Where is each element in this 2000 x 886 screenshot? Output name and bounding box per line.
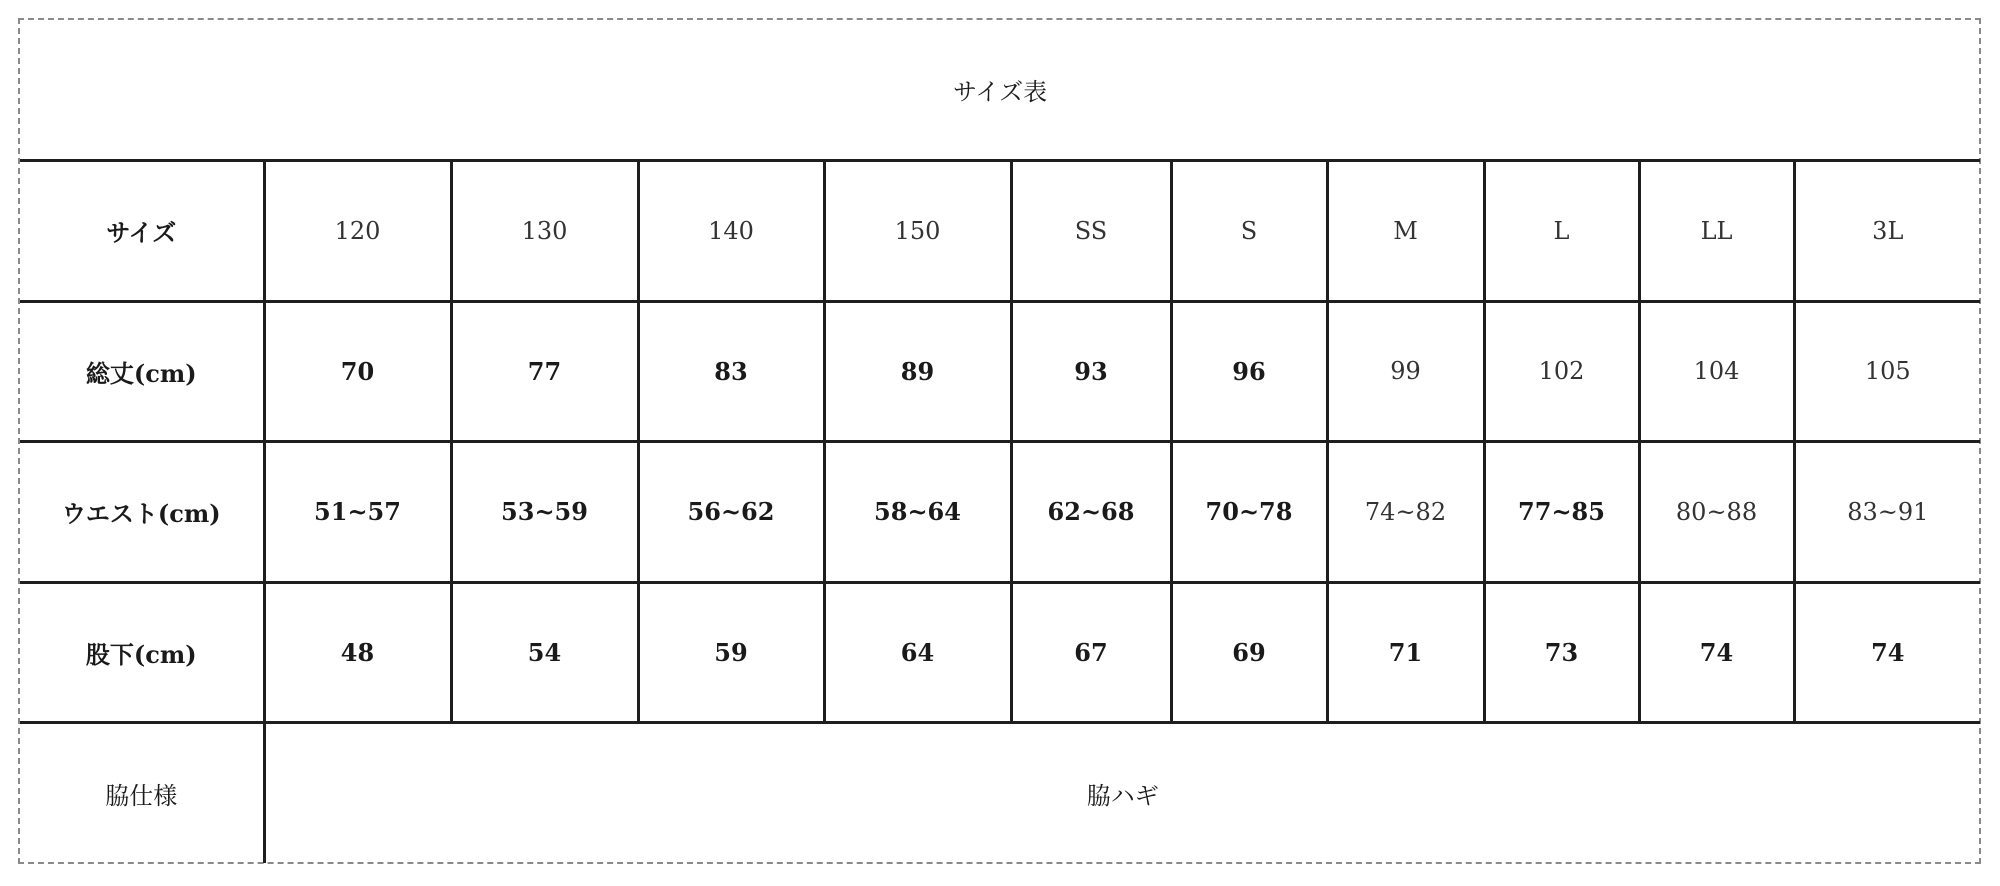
- size-header-cell: LL: [1639, 161, 1794, 302]
- total-length-cell: 77: [451, 301, 638, 442]
- inseam-label: 股下(cm): [20, 582, 264, 723]
- total-length-cell: 99: [1327, 301, 1484, 442]
- size-header-cell: S: [1171, 161, 1327, 302]
- waist-cell: 83~91: [1794, 442, 1980, 583]
- total-length-cell: 104: [1639, 301, 1794, 442]
- inseam-cell: 74: [1639, 582, 1794, 723]
- total-length-cell: 102: [1484, 301, 1639, 442]
- title-row: [20, 20, 1980, 161]
- waist-cell: 62~68: [1011, 442, 1171, 583]
- inseam-cell: 64: [824, 582, 1011, 723]
- inseam-cell: 74: [1794, 582, 1980, 723]
- total-length-row: [20, 301, 1980, 442]
- inseam-cell: 59: [638, 582, 824, 723]
- total-length-cell: 83: [638, 301, 824, 442]
- total-length-cell: 70: [264, 301, 451, 442]
- waist-cell: 51~57: [264, 442, 451, 583]
- inseam-cell: 71: [1327, 582, 1484, 723]
- waist-cell: 53~59: [451, 442, 638, 583]
- inseam-cell: 54: [451, 582, 638, 723]
- waist-cell: 74~82: [1327, 442, 1484, 583]
- inseam-cell: 69: [1171, 582, 1327, 723]
- total-length-cell: 89: [824, 301, 1011, 442]
- inseam-row: [20, 582, 1980, 723]
- waist-cell: 80~88: [1639, 442, 1794, 583]
- table-title: サイズ表: [20, 20, 1980, 161]
- size-header-cell: M: [1327, 161, 1484, 302]
- side-spec-value: 脇ハギ: [264, 723, 1980, 864]
- inseam-cell: 67: [1011, 582, 1171, 723]
- total-length-cell: 96: [1171, 301, 1327, 442]
- waist-cell: 77~85: [1484, 442, 1639, 583]
- inseam-cell: 73: [1484, 582, 1639, 723]
- total-length-cell: 105: [1794, 301, 1980, 442]
- waist-cell: 70~78: [1171, 442, 1327, 583]
- waist-label: ウエスト(cm): [20, 442, 264, 583]
- side-spec-row: [20, 723, 1980, 864]
- side-spec-label: 脇仕様: [20, 723, 264, 864]
- total-length-cell: 93: [1011, 301, 1171, 442]
- size-table: [20, 20, 1980, 863]
- inseam-cell: 48: [264, 582, 451, 723]
- total-length-label: 総丈(cm): [20, 301, 264, 442]
- size-header-cell: 120: [264, 161, 451, 302]
- waist-cell: 58~64: [824, 442, 1011, 583]
- size-header-cell: L: [1484, 161, 1639, 302]
- waist-row: [20, 442, 1980, 583]
- size-header-label: サイズ: [20, 161, 264, 302]
- size-header-cell: 140: [638, 161, 824, 302]
- waist-cell: 56~62: [638, 442, 824, 583]
- size-header-cell: 3L: [1794, 161, 1980, 302]
- size-header-cell: 150: [824, 161, 1011, 302]
- size-header-cell: SS: [1011, 161, 1171, 302]
- size-header-cell: 130: [451, 161, 638, 302]
- size-header-row: [20, 161, 1980, 302]
